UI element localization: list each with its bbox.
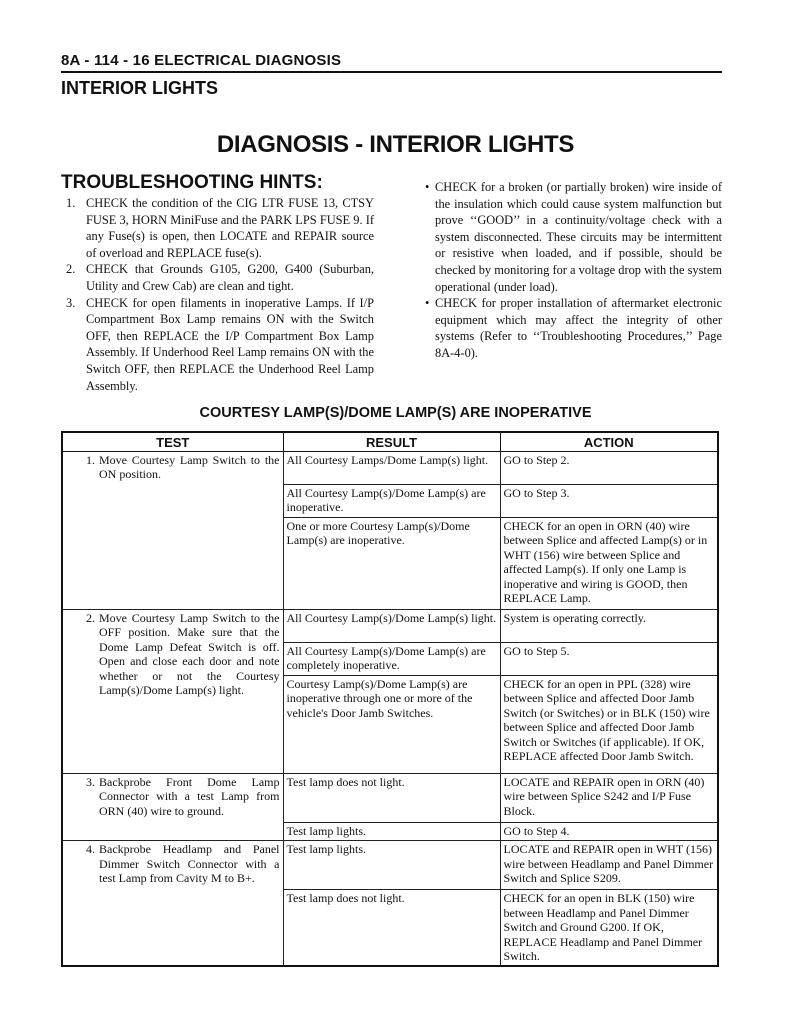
column-header-test: TEST: [62, 432, 283, 452]
result-cell: One or more Courtesy Lamp(s)/Dome Lamp(s) are inoperative.: [283, 518, 500, 610]
result-cell: All Courtesy Lamp(s)/Dome Lamp(s) are inoperative.: [283, 485, 500, 518]
table-row: [62, 774, 718, 823]
action-cell: LOCATE and REPAIR open in ORN (40) wire between Splice S242 and I/P Fuse Block.: [500, 774, 718, 823]
action-cell: CHECK for an open in PPL (328) wire between Splice and affected Door Jamb Switch (or Switches) or in BLK (150) wire between Splice and affected Door Jamb Switch or Switches (if applicable). If OK, REPLACE affected Door Jamb Switch.: [500, 676, 718, 774]
hint-3: 3. CHECK for open filaments in inoperative Lamps. If I/P Compartment Box Lamp remains ON with the Switch OFF, then REPLACE the I/P Compartment Box Lamp Assembly. If Underhood Reel Lamp remains ON with the Switch OFF, then REPLACE the Underhood Reel Lamp Assembly.: [66, 295, 374, 393]
section-title: INTERIOR LIGHTS: [61, 78, 218, 98]
action-cell: CHECK for an open in BLK (150) wire between Headlamp and Panel Dimmer Switch and Ground G200. If OK, REPLACE Headlamp and Panel Dimmer Switch.: [500, 890, 718, 967]
column-header-result: RESULT: [283, 432, 500, 452]
action-cell: GO to Step 3.: [500, 485, 718, 518]
test-cell-step-1: 1. Move Courtesy Lamp Switch to the ON position.: [62, 452, 283, 610]
result-cell: Courtesy Lamp(s)/Dome Lamp(s) are inoperative through one or more of the vehicle's Door Jamb Switches.: [283, 676, 500, 774]
action-cell: LOCATE and REPAIR open in WHT (156) wire between Headlamp and Panel Dimmer Switch and Splice S209.: [500, 841, 718, 890]
result-cell: Test lamp does not light.: [283, 890, 500, 967]
result-cell: Test lamp does not light.: [283, 774, 500, 823]
diagnosis-table: [61, 431, 719, 967]
test-cell-step-3: 3. Backprobe Front Dome Lamp Connector with a test Lamp from ORN (40) wire to ground.: [62, 774, 283, 841]
action-cell: CHECK for an open in ORN (40) wire between Splice and affected Lamp(s) or in WHT (156) wire between Splice and affected Lamp(s). If only one Lamp is inoperative and wiring is GOOD, then REPLACE Lamp.: [500, 518, 718, 610]
table-row: [62, 610, 718, 643]
hints-right-column: [425, 179, 722, 362]
troubleshooting-heading: TROUBLESHOOTING HINTS:: [61, 172, 323, 193]
hint-1: 1. CHECK the condition of the CIG LTR FUSE 13, CTSY FUSE 3, HORN MiniFuse and the PARK LPS FUSE 9. If any Fuse(s) is open, then LOCATE and REPAIR source of overload and REPLACE fuse(s).: [66, 196, 374, 260]
hints-left-column: [66, 195, 374, 394]
action-cell: GO to Step 5.: [500, 643, 718, 676]
result-cell: All Courtesy Lamp(s)/Dome Lamp(s) are completely inoperative.: [283, 643, 500, 676]
hint-bullet-2: • CHECK for proper installation of aftermarket electronic equipment which may affect the integrity of other systems (Refer to ‘‘Troubleshooting Procedures,’’ Page 8A-4-0).: [425, 296, 722, 360]
result-cell: All Courtesy Lamps/Dome Lamp(s) light.: [283, 452, 500, 485]
action-cell: GO to Step 4.: [500, 823, 718, 841]
column-header-action: ACTION: [500, 432, 718, 452]
table-header-row: [62, 432, 718, 452]
hint-bullet-1: • CHECK for a broken (or partially broken) wire inside of the insulation which could cause system malfunction but prove ‘‘GOOD’’ in a continuity/voltage check with a system disconnected. These circuits may be intermittent or resistive when loaded, and if possible, should be checked by monitoring for a voltage drop with the system operational (under load).: [425, 180, 722, 294]
table-title: COURTESY LAMP(S)/DOME LAMP(S) ARE INOPERATIVE: [199, 405, 592, 421]
hint-2: 2. CHECK that Grounds G105, G200, G400 (Suburban, Utility and Crew Cab) are clean and tight.: [66, 262, 374, 293]
page-header: 8A - 114 - 16 ELECTRICAL DIAGNOSIS: [61, 52, 342, 69]
table-row: [62, 841, 718, 890]
header-rule: [61, 71, 722, 73]
test-cell-step-4: 4. Backprobe Headlamp and Panel Dimmer Switch Connector with a test Lamp from Cavity M to B+.: [62, 841, 283, 967]
result-cell: Test lamp lights.: [283, 823, 500, 841]
action-cell: System is operating correctly.: [500, 610, 718, 643]
test-cell-step-2: 2. Move Courtesy Lamp Switch to the OFF position. Make sure that the Dome Lamp Defeat Switch is off. Open and close each door and note whether or not the Courtesy Lamp(s)/Dome Lamp(s) light.: [62, 610, 283, 774]
table-row: [62, 452, 718, 485]
action-cell: GO to Step 2.: [500, 452, 718, 485]
page-title: DIAGNOSIS - INTERIOR LIGHTS: [216, 131, 575, 158]
result-cell: Test lamp lights.: [283, 841, 500, 890]
result-cell: All Courtesy Lamp(s)/Dome Lamp(s) light.: [283, 610, 500, 643]
